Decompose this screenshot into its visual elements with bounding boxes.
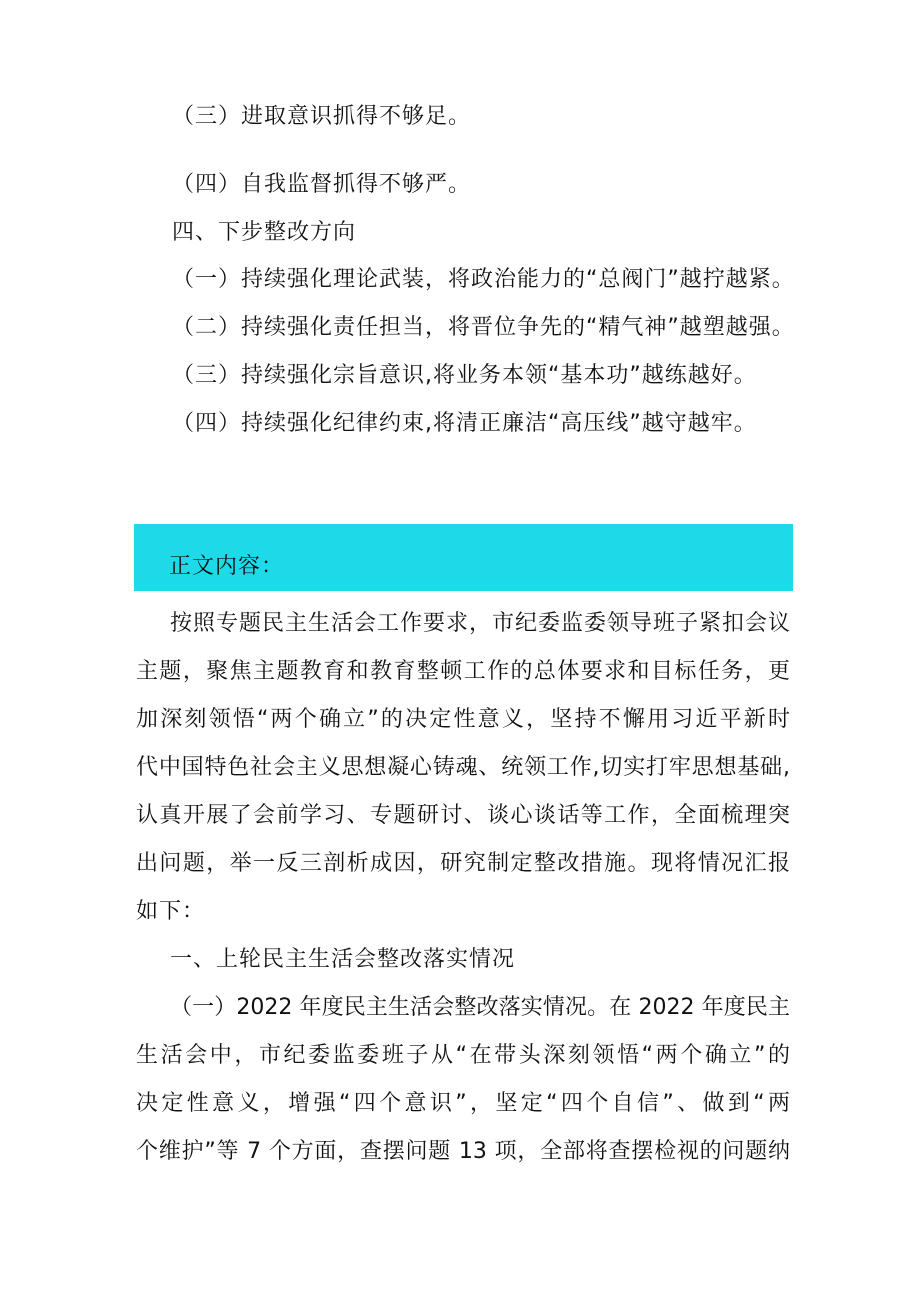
list-item-si: （四）自我监督抓得不够严。 bbox=[172, 172, 472, 197]
intro-line: 加深刻领悟“两个确立”的决定性意义，坚持不懈用习近平新时 bbox=[136, 707, 791, 732]
highlight-label: 正文内容： bbox=[169, 554, 285, 579]
direction-item-1: （一）持续强化理论武装，将政治能力的“总阀门”越拧越紧。 bbox=[172, 267, 795, 292]
intro-line: 出问题，举一反三剖析成因，研究制定整改措施。现将情况汇报 bbox=[136, 851, 790, 876]
intro-line: 按照专题民主生活会工作要求，市纪委监委领导班子紧扣会议 bbox=[170, 611, 790, 636]
direction-item-4: （四）持续强化纪律约束,将清正廉洁“高压线”越守越牢。 bbox=[172, 411, 757, 436]
section-heading-one: 一、上轮民主生活会整改落实情况 bbox=[170, 947, 516, 972]
para-line: 决定性意义，增强“四个意识”，坚定“四个自信”、做到“两 bbox=[136, 1091, 790, 1116]
section-heading-four: 四、下步整改方向 bbox=[172, 220, 357, 245]
para-line: 个维护”等 7 个方面，查摆问题 13 项，全部将查摆检视的问题纳 bbox=[136, 1139, 790, 1164]
para-line: 生活会中，市纪委监委班子从“在带头深刻领悟“两个确立”的 bbox=[136, 1043, 790, 1068]
list-item-san: （三）进取意识抓得不够足。 bbox=[172, 104, 472, 129]
para-line: （一）2022 年度民主生活会整改落实情况。在 2022 年度民主 bbox=[170, 995, 790, 1020]
intro-line: 代中国特色社会主义思想凝心铸魂、统领工作,切实打牢思想基础, bbox=[136, 755, 790, 780]
intro-line: 如下： bbox=[136, 899, 206, 924]
direction-item-3: （三）持续强化宗旨意识,将业务本领“基本功”越练越好。 bbox=[172, 363, 757, 388]
intro-line: 主题，聚焦主题教育和教育整顿工作的总体要求和目标任务，更 bbox=[136, 659, 790, 684]
intro-line: 认真开展了会前学习、专题研讨、谈心谈话等工作，全面梳理突 bbox=[136, 803, 790, 828]
direction-item-2: （二）持续强化责任担当，将晋位争先的“精气神”越塑越强。 bbox=[172, 315, 795, 340]
